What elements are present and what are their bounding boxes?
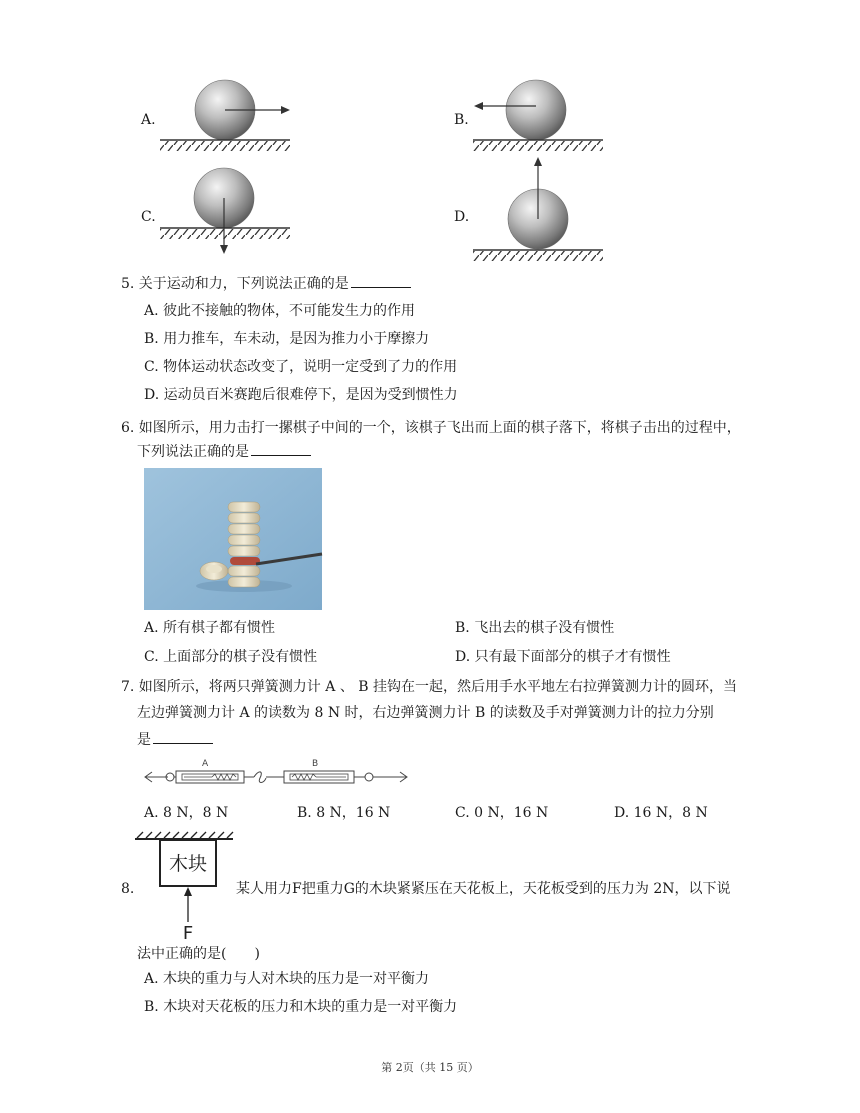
- answer-blank[interactable]: [351, 273, 411, 288]
- q5-option-a: A. 彼此不接触的物体，不可能发生力的作用: [144, 303, 416, 319]
- option-b-label: B.: [454, 112, 469, 128]
- q6-option-d: D. 只有最下面部分的棋子才有惯性: [455, 649, 671, 665]
- ball-diagram-d: [470, 155, 620, 270]
- q8-stem-line1: 某人用力F把重力G的木块紧紧压在天花板上，天花板受到的压力为 2N，以下说: [236, 881, 731, 897]
- q8-option-a: A. 木块的重力与人对木块的压力是一对平衡力: [144, 971, 430, 987]
- q7-option-c: C. 0 N，16 N: [455, 805, 549, 821]
- q6-option-b: B. 飞出去的棋子没有惯性: [455, 620, 615, 636]
- q6-stem-line2: 下列说法正确的是: [137, 441, 311, 462]
- ball-diagram-b: [470, 75, 620, 155]
- block-label: 木块: [168, 853, 208, 875]
- q6-option-a: A. 所有棋子都有惯性: [144, 620, 276, 636]
- q7-option-a: A. 8 N，8 N: [144, 805, 229, 821]
- answer-blank[interactable]: [153, 729, 213, 744]
- ball-diagram-a: [155, 75, 305, 155]
- force-label: F: [182, 923, 194, 944]
- q5-option-b: B. 用力推车，车未动，是因为推力小于摩擦力: [144, 331, 430, 347]
- q5-option-c: C. 物体运动状态改变了，说明一定受到了力的作用: [144, 359, 458, 375]
- ball-diagram-c: [155, 165, 305, 260]
- q7-stem-line1: 7. 如图所示，将两只弹簧测力计 A 、 B 挂钩在一起，然后用手水平地左右拉弹簧测力计的圆环，当: [121, 679, 738, 695]
- option-c-label: C.: [141, 209, 156, 225]
- option-a-label: A.: [141, 112, 156, 128]
- q7-stem-line3: 是: [137, 729, 213, 750]
- q5-stem: 5. 关于运动和力，下列说法正确的是: [121, 273, 411, 294]
- q7-stem-line2: 左边弹簧测力计 A 的读数为 8 N 时，右边弹簧测力计 B 的读数及手对弹簧测力计的拉力分别: [137, 705, 714, 721]
- q7-option-d: D. 16 N，8 N: [614, 805, 708, 821]
- option-d-label: D.: [454, 209, 470, 225]
- label-a: A: [202, 759, 209, 769]
- label-b: B: [312, 759, 319, 769]
- spring-scales-diagram: [140, 752, 420, 792]
- q8-number: 8.: [121, 881, 135, 897]
- q5-option-d: D. 运动员百米赛跑后很难停下，是因为受到惯性力: [144, 387, 458, 403]
- q8-stem-line2: 法中正确的是( ): [137, 946, 260, 962]
- chess-pieces-photo: [144, 468, 322, 610]
- q6-stem-line1: 6. 如图所示，用力击打一摞棋子中间的一个，该棋子飞出而上面的棋子落下，将棋子击出的过程中，: [121, 420, 741, 436]
- answer-blank[interactable]: [251, 441, 311, 456]
- q7-option-b: B. 8 N，16 N: [297, 805, 391, 821]
- q8-option-b: B. 木块对天花板的压力和木块的重力是一对平衡力: [144, 999, 458, 1015]
- page-footer: 第 2页（共 15 页）: [381, 1061, 479, 1074]
- q6-option-c: C. 上面部分的棋子没有惯性: [144, 649, 318, 665]
- block-ceiling-diagram: [133, 830, 243, 944]
